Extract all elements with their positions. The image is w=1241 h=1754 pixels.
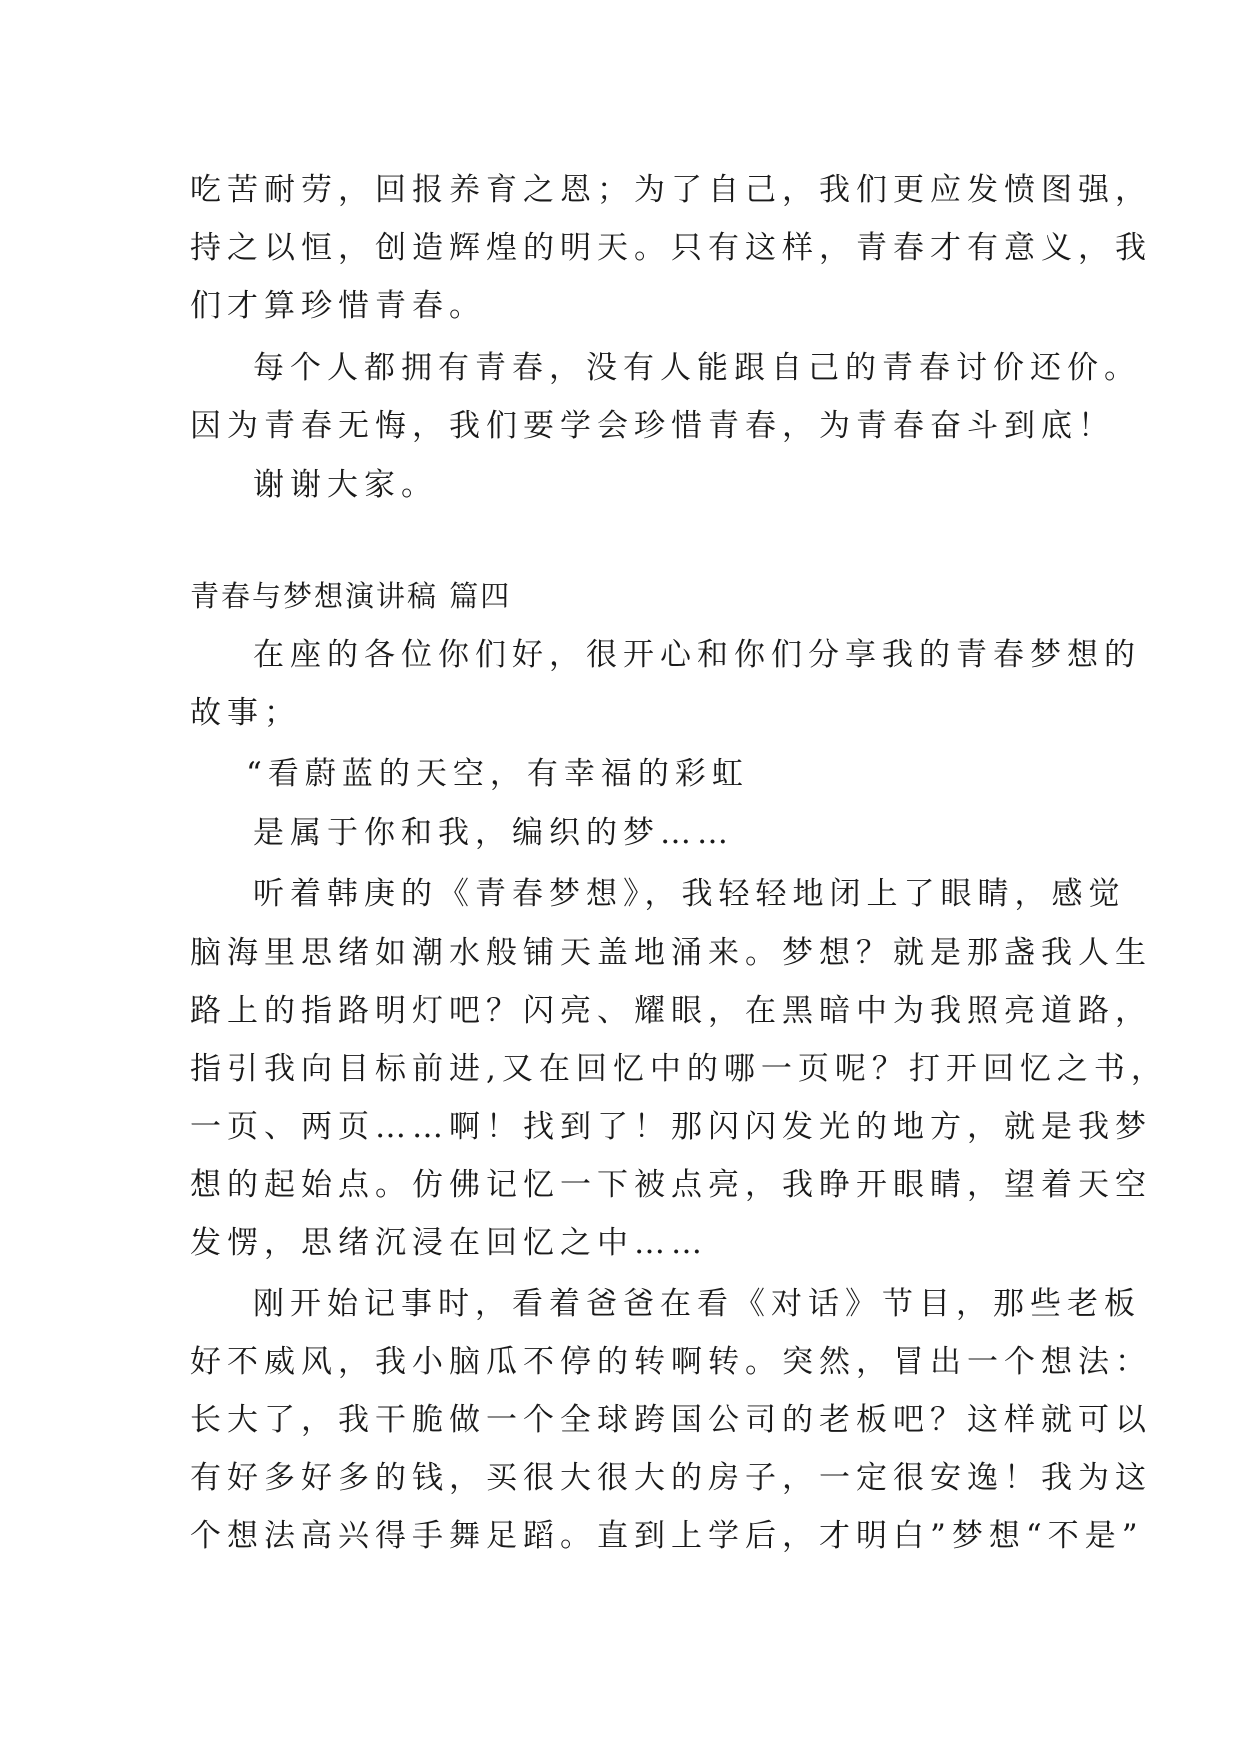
text-line: 个想法高兴得手舞足蹈。直到上学后，才明白”梦想“不是” — [190, 1518, 1144, 1554]
paragraph-first-line: 每个人都拥有青春，没有人能跟自己的青春讨价还价。 — [253, 350, 1141, 386]
text-line: 因为青春无悔，我们要学会珍惜青春，为青春奋斗到底！ — [190, 408, 1115, 444]
quote-line: 是属于你和我，编织的梦…… — [253, 815, 734, 851]
text-line: 故事； — [190, 695, 301, 731]
text-line: 好不威风，我小脑瓜不停的转啊转。突然，冒出一个想法： — [190, 1344, 1152, 1380]
text-line: 指引我向目标前进,又在回忆中的哪一页呢？打开回忆之书， — [190, 1051, 1168, 1087]
text-line: 脑海里思绪如潮水般铺天盖地涌来。梦想？就是那盏我人生 — [190, 935, 1152, 971]
text-line: 长大了，我干脆做一个全球跨国公司的老板吧？这样就可以 — [190, 1402, 1152, 1438]
text-line: 们才算珍惜青春。 — [190, 288, 486, 324]
paragraph-first-line: 听着韩庚的《青春梦想》，我轻轻地闭上了眼睛，感觉 — [253, 876, 1126, 912]
paragraph-first-line: 在座的各位你们好，很开心和你们分享我的青春梦想的 — [253, 637, 1141, 673]
quote-line: “看蔚蓝的天空，有幸福的彩虹 — [246, 756, 749, 792]
paragraph-first-line: 刚开始记事时，看着爸爸在看《对话》节目，那些老板 — [253, 1286, 1141, 1322]
text-line: 吃苦耐劳，回报养育之恩；为了自己，我们更应发愤图强， — [190, 172, 1152, 208]
text-line: 持之以恒，创造辉煌的明天。只有这样，青春才有意义，我 — [190, 230, 1152, 266]
text-line: 发愣，思绪沉浸在回忆之中…… — [190, 1225, 708, 1261]
section-heading: 青春与梦想演讲稿 篇四 — [190, 579, 512, 613]
text-line: 一页、两页……啊！找到了！那闪闪发光的地方，就是我梦 — [190, 1109, 1152, 1145]
text-line: 路上的指路明灯吧？闪亮、耀眼，在黑暗中为我照亮道路， — [190, 993, 1152, 1029]
closing-line: 谢谢大家。 — [253, 467, 438, 503]
text-line: 有好多好多的钱，买很大很大的房子，一定很安逸！我为这 — [190, 1460, 1152, 1496]
text-line: 想的起始点。仿佛记忆一下被点亮，我睁开眼睛，望着天空 — [190, 1167, 1152, 1203]
